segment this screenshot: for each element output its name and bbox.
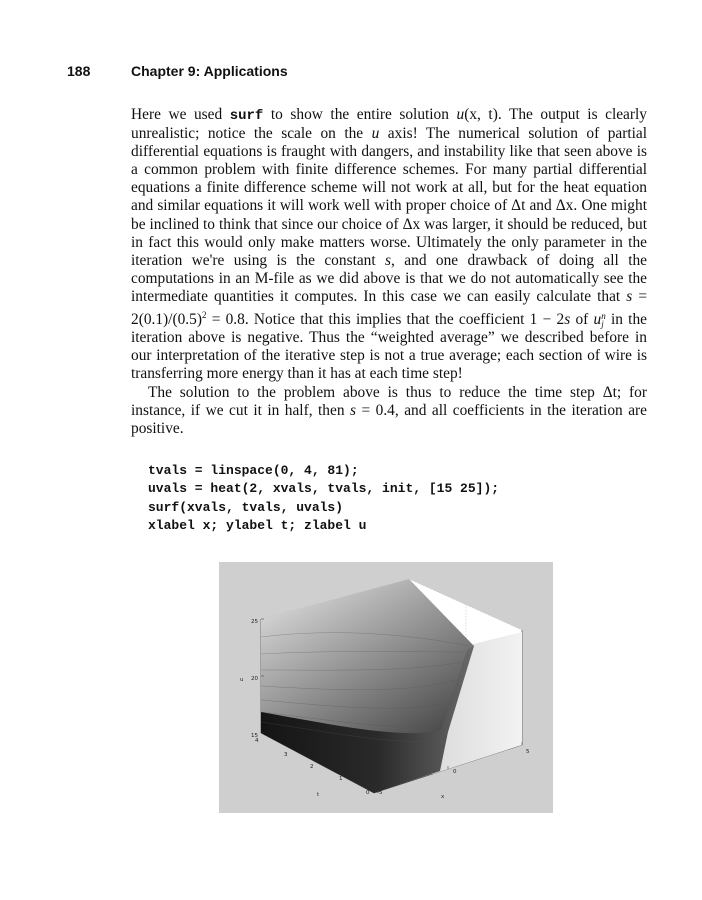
surface-plot <box>219 562 553 813</box>
t-tick-label: 4 <box>255 738 259 744</box>
x-tick-label: 5 <box>526 749 530 755</box>
x-axis-label: x <box>441 794 445 800</box>
code-block <box>148 462 499 535</box>
y-axis-label: t <box>317 792 320 798</box>
paragraph-1: Here we used surf to show the entire solution u(x, t). The output is clearly unrealistic; notice the scale on the u axis! The numerical solution of partial differential equations is fraught with dangers, and instability like that seen above is a common problem with finite difference schemes. For many partial differential equations a finite difference scheme will not work at all, but for the heat equation and similar equations it will work well with proper choice of Δt and Δx. One might be inclined to think that since our choice of Δx was larger, it should be reduced, but in fact this would only make matters worse. Ultimately the only parameter in the iteration we're using is the constant s, and one drawback of doing all the computations in an M-file as we did above is that we do not automatically see the intermediate quantities it computes. In this case we can easily calculate that $s = 2(0.1)/(0.5)^2 = 0.8$. Notice that this implies that the coefficient 1 − 2s of u n j in the iteration above is negative. Thus the “weighted average” we described before in our interpretation of the iterative step is not a true average; each section of wire is transferring more energy than it has at each time step! <box>131 106 648 383</box>
t-tick-label: 2 <box>310 764 314 770</box>
code-line: surf(xvals, tvals, uvals) <box>148 499 344 515</box>
t-tick-label: 1 <box>339 776 343 782</box>
inline-code-surf: surf <box>229 108 264 124</box>
code-line: xlabel x; ylabel t; zlabel u <box>148 517 367 533</box>
u-tick-label: 20 <box>251 676 258 682</box>
running-header <box>67 63 647 83</box>
t-tick-label: 3 <box>284 752 288 758</box>
surface-plot-figure <box>219 562 553 813</box>
u-tick-label: 25 <box>251 619 258 625</box>
paragraph-2: The solution to the problem above is thus to reduce the time step Δt; for instance, if we cut it in half, then s = 0.4, and all coefficients in the iteration are positive. <box>131 383 647 437</box>
u-tick-label: 15 <box>251 733 258 739</box>
x-tick-label: 0 <box>453 769 457 775</box>
code-line: uvals = heat(2, xvals, tvals, init, [15 25]); <box>148 481 500 497</box>
x-tick-label: -5 <box>377 790 383 796</box>
z-axis-label: u <box>240 677 244 683</box>
page-number: 188 <box>67 63 91 79</box>
chapter-title: Chapter 9: Applications <box>131 63 288 79</box>
code-line: tvals = linspace(0, 4, 81); <box>148 463 359 478</box>
t-tick-label: 0 <box>366 790 370 796</box>
body-text <box>131 106 647 438</box>
